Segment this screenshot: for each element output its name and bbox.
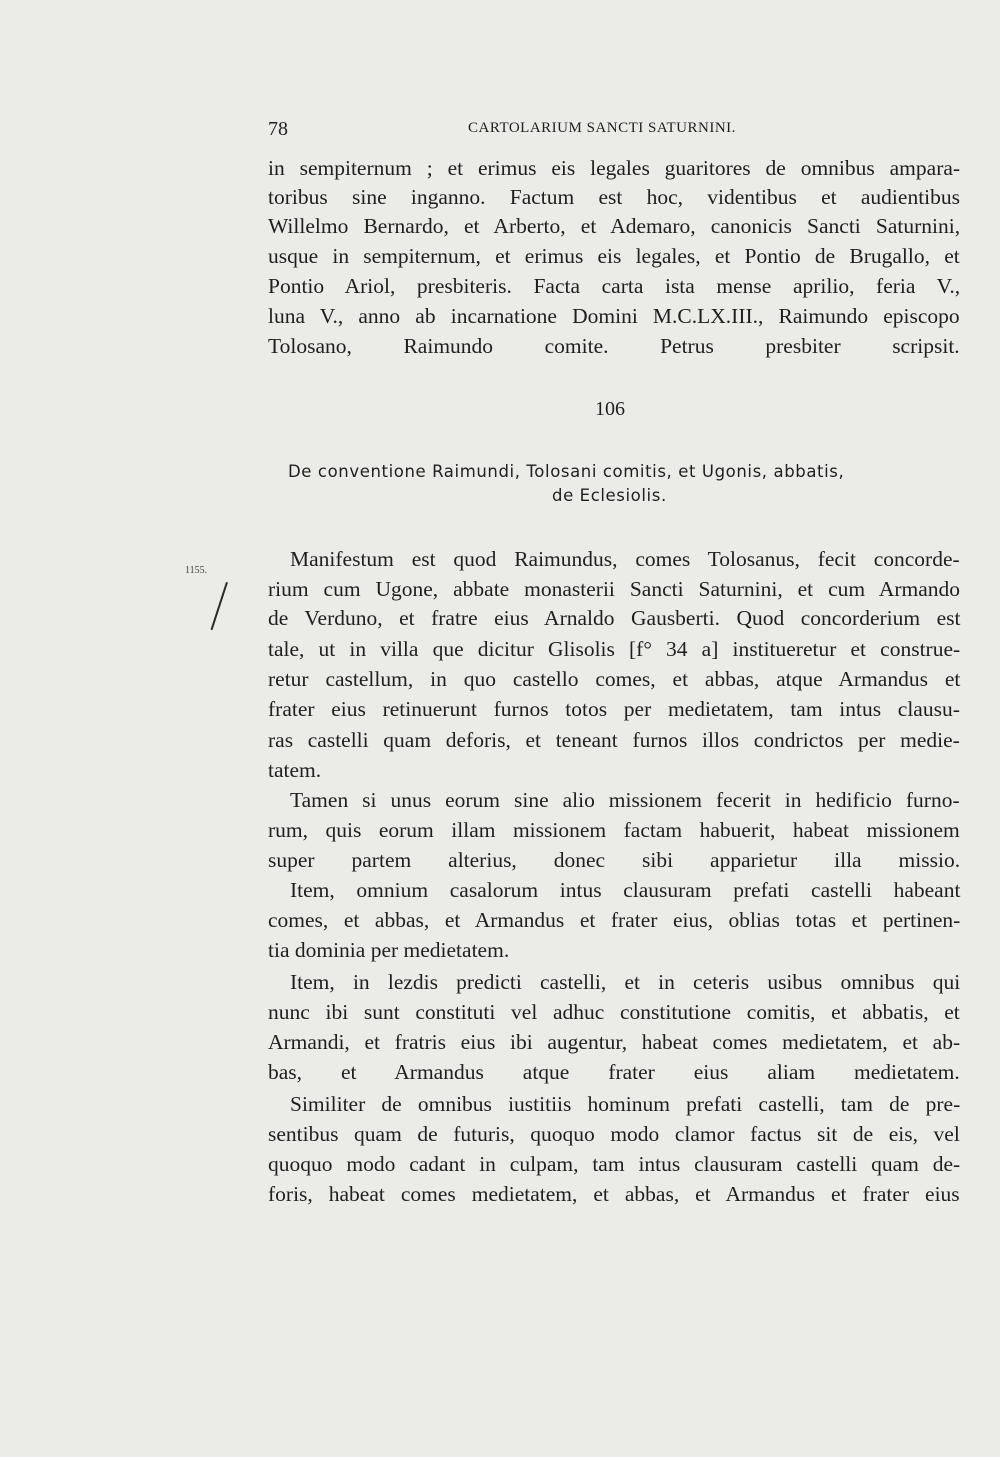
text-line: retur castellum, in quo castello comes, et abbas, atque Armandus et [268, 667, 961, 691]
text-line: Item, in lezdis predicti castelli, et in ceteris usibus omnibus qui [290, 970, 961, 994]
page-header [268, 118, 958, 142]
page-number: 78 [268, 118, 288, 140]
text-line: toribus sine inganno. Factum est hoc, videntibus et audientibus [268, 185, 961, 209]
text-line: tatem. [268, 758, 322, 782]
text-line: bas, et Armandus atque frater eius aliam medietatem. [268, 1060, 960, 1084]
rubric-line: De conventione Raimundi, Tolosani comitis, et Ugonis, abbatis, [288, 462, 845, 481]
text-line: super partem alterius, donec sibi apparietur illa missio. [268, 848, 961, 872]
margin-date: 1155. [185, 565, 208, 576]
text-line: foris, habeat comes medietatem, et abbas, et Armandus et frater eius [268, 1182, 960, 1206]
text-line: tale, ut in villa que dicitur Glisolis [f° 34 a] institueretur et construe- [268, 637, 961, 661]
text-line: ras castelli quam deforis, et teneant furnos illos condrictos per medie- [268, 728, 960, 752]
text-line: quoquo modo cadant in culpam, tam intus clausuram castelli quam de- [268, 1152, 961, 1176]
text-line: rium cum Ugone, abbate monasterii Sancti Saturnini, et cum Armando [268, 577, 961, 601]
text-line: tia dominia per medietatem. [268, 938, 510, 962]
text-line: Willelmo Bernardo, et Arberto, et Ademaro, canonicis Sancti Saturnini, [268, 214, 961, 238]
text-line: nunc ibi sunt constituti vel adhuc constitutione comitis, et abbatis, et [268, 1000, 960, 1024]
text-line: Similiter de omnibus iustitiis hominum prefati castelli, tam de pre- [290, 1092, 961, 1116]
text-line: usque in sempiternum, et erimus eis legales, et Pontio de Brugallo, et [268, 244, 960, 268]
text-line: Tamen si unus eorum sine alio missionem fecerit in hedificio furno- [290, 788, 960, 812]
text-line: sentibus quam de futuris, quoquo modo clamor factus sit de eis, vel [268, 1122, 960, 1146]
text-line: in sempiternum ; et erimus eis legales guaritores de omnibus ampara- [268, 156, 961, 180]
text-line: Tolosano, Raimundo comite. Petrus presbiter scripsit. [268, 334, 960, 358]
text-line: Pontio Ariol, presbiteris. Facta carta ista mense aprilio, feria V., [268, 274, 961, 298]
text-line: de Verduno, et fratre eius Arnaldo Gausberti. Quod concorderium est [268, 606, 961, 630]
margin-mark [211, 582, 228, 630]
text-line: Armandi, et fratris eius ibi augentur, habeat comes medietatem, et ab- [268, 1030, 961, 1054]
text-line: comes, et abbas, et Armandus et frater eius, oblias totas et pertinen- [268, 908, 961, 932]
text-line: frater eius retinuerunt furnos totos per medietatem, tam intus clausu- [268, 697, 960, 721]
charter-number: 106 [595, 398, 625, 420]
running-title: CARTOLARIUM SANCTI SATURNINI. [468, 120, 736, 136]
text-line: luna V., anno ab incarnatione Domini M.C.LX.III., Raimundo episcopo [268, 304, 960, 328]
text-line: Item, omnium casalorum intus clausuram prefati castelli habeant [290, 878, 961, 902]
rubric-line: de Eclesiolis. [552, 486, 667, 505]
text-line: Manifestum est quod Raimundus, comes Tolosanus, fecit concorde- [290, 547, 960, 571]
text-line: rum, quis eorum illam missionem factam habuerit, habeat missionem [268, 818, 960, 842]
